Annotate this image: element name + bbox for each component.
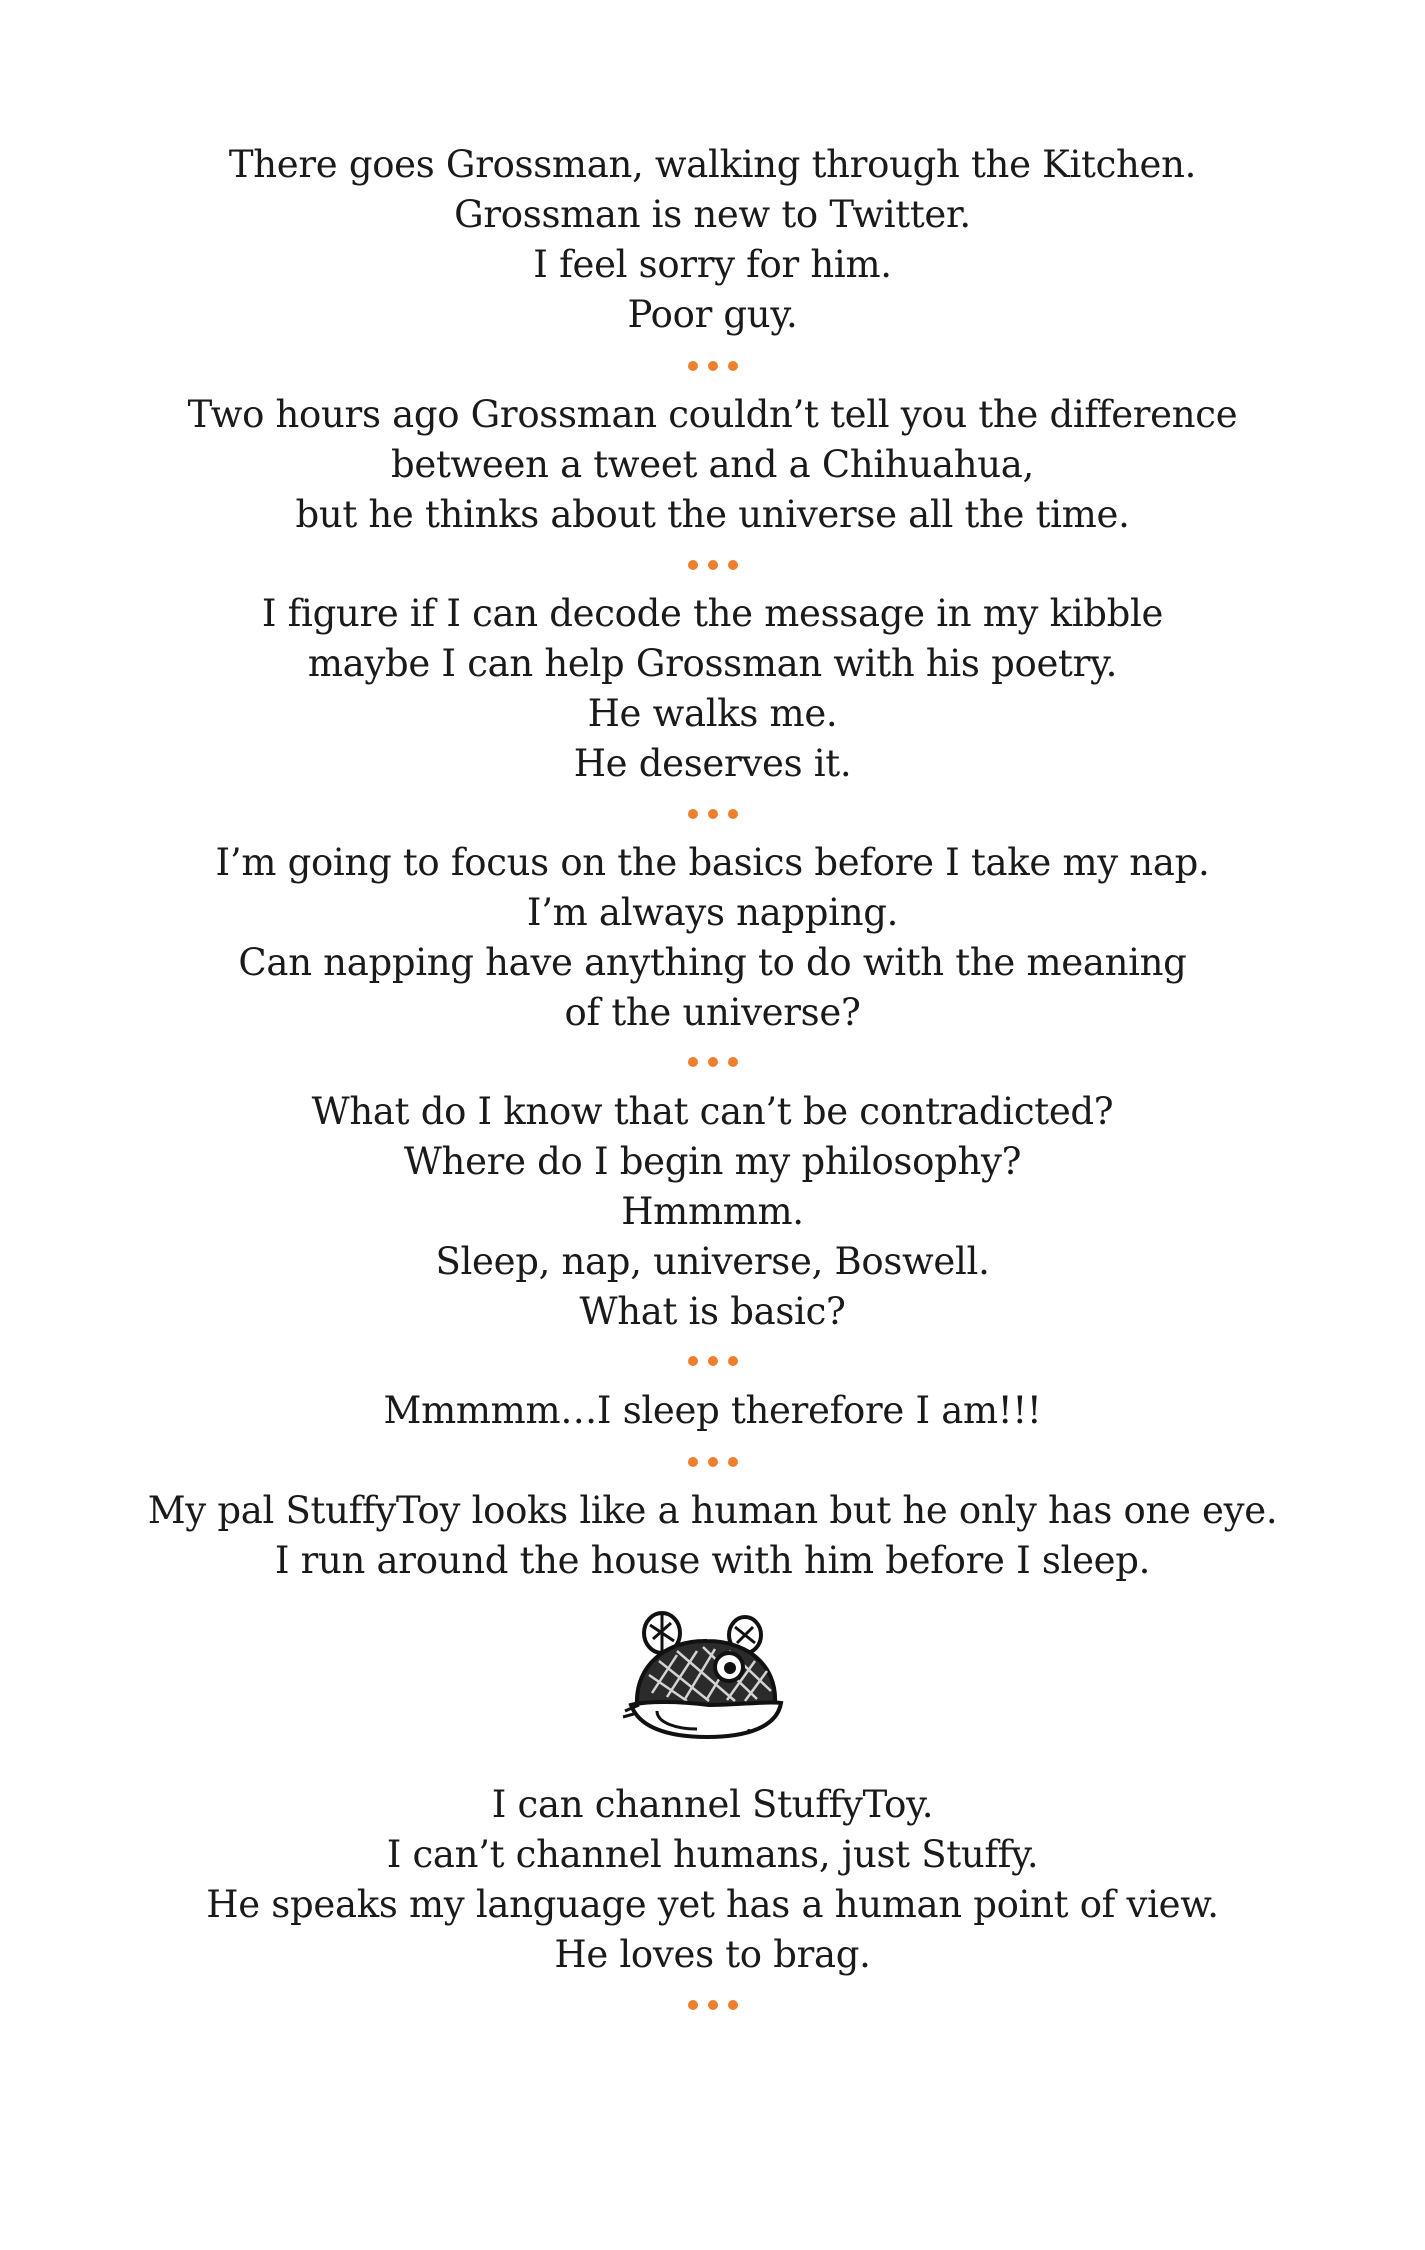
stanza-line: What do I know that can’t be contradicted? [311,1090,1114,1133]
separator-dots [0,357,1425,377]
stanza-line: maybe I can help Grossman with his poetry. [307,642,1118,685]
stanza-line: What is basic? [579,1290,846,1333]
stanza-line: Poor guy. [627,293,798,336]
stanza-line: I’m going to focus on the basics before I take my nap. [215,841,1210,884]
stanza-line: I figure if I can decode the message in my kibble [261,592,1164,635]
stanza-line: He speaks my language yet has a human point of view. [206,1883,1219,1926]
stanza-6 [0,1386,1425,1436]
stanza-4 [0,838,1425,1038]
stanza-line: Can napping have anything to do with the meaning [238,941,1187,984]
stanza-8 [0,1780,1425,1980]
separator-dot-icon [728,2000,738,2010]
stanza-line: Where do I begin my philosophy? [403,1140,1022,1183]
stuffytoy-illustration [617,1605,797,1745]
stanza-line: I can channel StuffyToy. [491,1783,934,1826]
separator-dot-icon [708,809,718,819]
stanza-line: I feel sorry for him. [533,243,892,286]
separator-dot-icon [688,361,698,371]
stanza-line: I run around the house with him before I sleep. [274,1539,1151,1582]
separator-dot-icon [708,361,718,371]
separator-dot-icon [728,560,738,570]
stanza-1 [0,140,1425,340]
separator-dot-icon [728,1356,738,1366]
separator-dot-icon [728,1057,738,1067]
separator-dots [0,805,1425,825]
separator-dot-icon [688,560,698,570]
separator-dot-icon [688,1057,698,1067]
stanza-7 [0,1486,1425,1586]
separator-dots [0,556,1425,576]
stanza-line: My pal StuffyToy looks like a human but he only has one eye. [147,1489,1278,1532]
separator-dot-icon [708,2000,718,2010]
stanza-line: of the universe? [564,991,861,1034]
separator-dot-icon [728,809,738,819]
stanza-2 [0,390,1425,540]
stanza-line: but he thinks about the universe all the time. [295,493,1130,536]
stanza-line: I’m always napping. [526,891,899,934]
stanza-line: He deserves it. [573,742,852,785]
stanza-line: I can’t channel humans, just Stuffy. [386,1833,1039,1876]
stanza-5 [0,1087,1425,1337]
separator-dot-icon [728,361,738,371]
separator-dots [0,1453,1425,1473]
stanza-line: Grossman is new to Twitter. [454,193,971,236]
stanza-line: He loves to brag. [554,1933,871,1976]
stanza-line: between a tweet and a Chihuahua, [390,443,1034,486]
separator-dots [0,1996,1425,2016]
stanza-3 [0,589,1425,789]
separator-dot-icon [688,1356,698,1366]
separator-dots [0,1352,1425,1372]
stanza-line: He walks me. [587,692,838,735]
separator-dots [0,1053,1425,1073]
stanza-line: Two hours ago Grossman couldn’t tell you the difference [187,393,1238,436]
separator-dot-icon [728,1457,738,1467]
separator-dot-icon [708,1356,718,1366]
stuffytoy-icon [617,1605,797,1745]
separator-dot-icon [708,1457,718,1467]
separator-dot-icon [688,809,698,819]
separator-dot-icon [688,2000,698,2010]
separator-dot-icon [708,560,718,570]
stanza-line: There goes Grossman, walking through the Kitchen. [228,143,1197,186]
stanza-line: Hmmmm. [621,1190,804,1233]
stanza-line: Sleep, nap, universe, Boswell. [435,1240,990,1283]
separator-dot-icon [708,1057,718,1067]
stanza-line: Mmmmm…I sleep therefore I am!!! [383,1389,1042,1432]
separator-dot-icon [688,1457,698,1467]
